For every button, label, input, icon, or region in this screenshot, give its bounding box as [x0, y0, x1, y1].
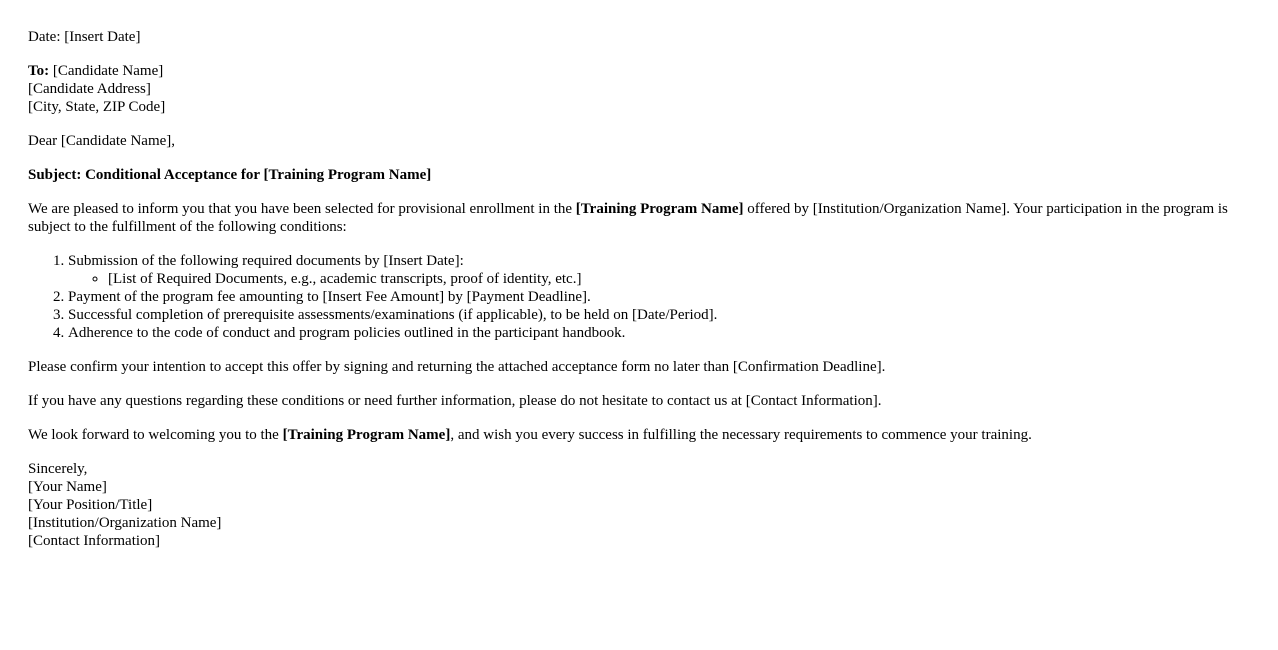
questions-paragraph: If you have any questions regarding these conditions or need further information, please do not hesitate to contact us at [Contact Information].	[28, 393, 882, 409]
signoff: Sincerely,	[28, 461, 88, 477]
intro-text-2: offered by [Institution/Organization Name]. Your participation in the program is subject to the fulfillment of the following conditions:	[28, 201, 1228, 235]
closing-paragraph	[28, 426, 1248, 444]
signature-block	[28, 460, 1248, 550]
intro-text-1: We are pleased to inform you that you have been selected for provisional enrollment in the	[28, 201, 576, 217]
condition-item: 3. Successful completion of prerequisite assessments/examinations (if applicable), to be held on [Date/Period].	[68, 306, 1248, 324]
confirm-paragraph: Please confirm your intention to accept this offer by signing and returning the attached acceptance form no later than [Confirmation Deadline].	[28, 359, 886, 375]
signer-organization: [Institution/Organization Name]	[28, 515, 222, 531]
intro-paragraph	[28, 200, 1248, 236]
sub-condition-item: ◦ [List of Required Documents, e.g., academic transcripts, proof of identity, etc.]	[108, 270, 1248, 288]
required-documents-sublist	[68, 270, 1248, 288]
intro-program-name: [Training Program Name]	[575, 201, 744, 217]
condition-item	[68, 252, 1248, 288]
closing-text-1: We look forward to welcoming you to the	[28, 427, 283, 443]
recipient-name-line	[28, 62, 1248, 80]
signer-contact: [Contact Information]	[28, 533, 161, 549]
recipient-block	[28, 62, 1248, 116]
subject-text: Subject: Conditional Acceptance for [Training Program Name]	[28, 167, 432, 183]
condition-item: 2. Payment of the program fee amounting to [Insert Fee Amount] by [Payment Deadline].	[68, 288, 1248, 306]
closing-program-name: [Training Program Name]	[282, 427, 451, 443]
condition-text: Submission of the following required documents by [Insert Date]:	[68, 253, 464, 269]
condition-item: 4. Adherence to the code of conduct and program policies outlined in the participant handbook.	[68, 324, 1248, 342]
to-label: To:	[28, 63, 50, 79]
signer-title: [Your Position/Title]	[28, 497, 153, 513]
salutation: Dear [Candidate Name],	[28, 133, 176, 149]
letter-document	[28, 28, 1248, 566]
signer-name: [Your Name]	[28, 479, 107, 495]
recipient-city-state-zip: [City, State, ZIP Code]	[28, 99, 166, 115]
conditions-list	[28, 252, 1248, 342]
closing-text-2: , and wish you every success in fulfilling the necessary requirements to commence your training.	[450, 427, 1032, 443]
subject-line	[28, 166, 1248, 184]
recipient-address: [Candidate Address]	[28, 81, 151, 97]
recipient-name: [Candidate Name]	[49, 63, 164, 79]
letter-date: Date: [Insert Date]	[28, 29, 141, 45]
